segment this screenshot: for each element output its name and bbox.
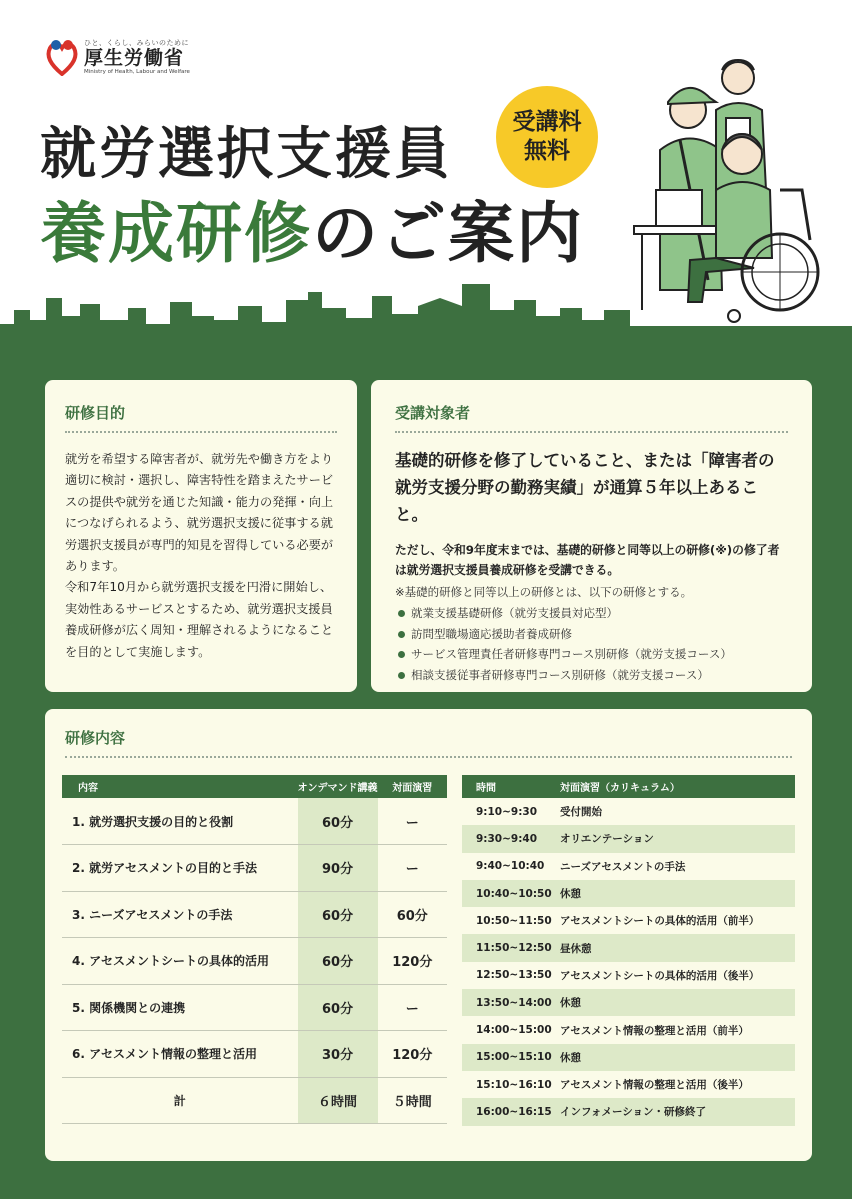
cell-topic: 2. 就労アセスメントの目的と手法 xyxy=(62,845,298,892)
cell-total-label: 計 xyxy=(62,1077,298,1124)
cell-activity: 受付開始 xyxy=(560,806,602,819)
cell-ondemand: 60分 xyxy=(298,938,378,985)
cell-ondemand: 90分 xyxy=(298,845,378,892)
cell-inperson: ー xyxy=(378,798,447,845)
table-row xyxy=(462,825,795,852)
table-row xyxy=(462,1071,795,1098)
ministry-name: 厚生労働省 xyxy=(84,46,185,69)
table-row xyxy=(462,798,795,825)
cell-ondemand: 60分 xyxy=(298,891,378,938)
title-line2 xyxy=(40,180,584,275)
cell-activity: 休憩 xyxy=(560,880,795,907)
table-row xyxy=(62,984,447,1031)
divider xyxy=(65,756,792,758)
cell-inperson: 120分 xyxy=(378,1031,447,1078)
table-row xyxy=(462,1016,795,1043)
cell-inperson: 120分 xyxy=(378,938,447,985)
cell-time: 15:00~15:10 xyxy=(462,1044,560,1071)
table-row xyxy=(62,1031,447,1078)
cell-time: 10:40~10:50 xyxy=(462,880,560,907)
cell-time: 14:00~15:00 xyxy=(476,1024,552,1037)
schedule-table xyxy=(462,775,795,1126)
list-item: 訪問型職場適応援助者養成研修 xyxy=(395,624,788,645)
column-header-ondemand: オンデマンド講義 xyxy=(298,775,378,798)
table-row xyxy=(62,938,447,985)
content-heading: 研修内容 xyxy=(65,729,126,747)
cell-topic: 6. アセスメント情報の整理と活用 xyxy=(62,1031,298,1078)
table-row xyxy=(462,1098,795,1125)
cell-activity: オリエンテーション xyxy=(560,825,795,852)
ministry-name-en: Ministry of Health, Labour and Welfare xyxy=(84,68,190,75)
cell-activity: インフォメーション・研修終了 xyxy=(560,1098,795,1125)
cell-time: 13:50~14:00 xyxy=(462,989,560,1016)
cell-activity: アセスメント情報の整理と活用（後半） xyxy=(560,1079,749,1092)
list-item: サービス管理責任者研修専門コース別研修（就労支援コース） xyxy=(395,644,788,665)
cell-activity: アセスメントシートの具体的活用（前半） xyxy=(560,915,760,928)
cell-topic: 4. アセスメントシートの具体的活用 xyxy=(62,938,298,985)
ministry-logo xyxy=(44,36,190,76)
city-skyline-illustration xyxy=(0,280,852,335)
cell-activity: 休憩 xyxy=(560,989,795,1016)
table-row xyxy=(462,1044,795,1071)
badge-line1: 受講料 xyxy=(512,109,582,135)
equivalent-training-list xyxy=(395,603,788,685)
cell-total-ondemand: ６時間 xyxy=(298,1077,378,1124)
cell-ondemand: 60分 xyxy=(298,984,378,1031)
target-note: ただし、令和9年度末までは、基礎的研修と同等以上の研修(※)の修了者は就労選択支援員養成研修を受講できる。 xyxy=(395,543,780,577)
lecture-table xyxy=(62,775,447,1124)
cell-time: 10:50~11:50 xyxy=(476,914,552,927)
cell-time: 9:40~10:40 xyxy=(476,860,545,873)
cell-ondemand: 60分 xyxy=(298,798,378,845)
table-total-row xyxy=(62,1077,447,1124)
purpose-heading: 研修目的 xyxy=(65,404,126,422)
list-item: 相談支援従事者研修専門コース別研修（就労支援コース） xyxy=(395,665,788,686)
cell-topic: 1. 就労選択支援の目的と役割 xyxy=(62,798,298,845)
cell-topic: 3. ニーズアセスメントの手法 xyxy=(62,891,298,938)
cell-time: 11:50~12:50 xyxy=(462,934,560,961)
cell-activity: アセスメントシートの具体的活用（後半） xyxy=(560,969,760,982)
cell-total-inperson: ５時間 xyxy=(378,1077,447,1124)
badge-line2: 無料 xyxy=(524,138,570,164)
divider xyxy=(395,431,788,433)
cell-inperson: ー xyxy=(378,845,447,892)
free-badge xyxy=(496,86,598,188)
title-rest: のご案内 xyxy=(312,195,584,272)
column-header-curriculum: 対面演習（カリキュラム） xyxy=(560,775,795,798)
table-row xyxy=(62,798,447,845)
ministry-tagline: ひと、くらし、みらいのために xyxy=(84,38,189,47)
table-row xyxy=(462,962,795,989)
cell-activity: 休憩 xyxy=(560,1044,795,1071)
table-row xyxy=(62,891,447,938)
table-row xyxy=(462,934,795,961)
purpose-card xyxy=(45,380,357,692)
title-highlight: 養成研修 xyxy=(40,195,312,272)
cell-activity: 昼休憩 xyxy=(560,934,795,961)
cell-topic: 5. 関係機関との連携 xyxy=(62,984,298,1031)
cell-time: 9:30~9:40 xyxy=(462,825,560,852)
purpose-paragraph: 令和7年10月から就労選択支援を円滑に開始し、実効性あるサービスとするため、就労選択支援員養成研修が広く周知・理解されるようになることを目的として実施します。 xyxy=(65,580,334,659)
cell-time: 9:10~9:30 xyxy=(476,805,538,818)
table-row xyxy=(462,880,795,907)
cell-activity: アセスメント情報の整理と活用（前半） xyxy=(560,1024,749,1037)
divider xyxy=(65,431,337,433)
target-card xyxy=(371,380,812,692)
list-item: 就業支援基礎研修（就労支援員対応型） xyxy=(395,603,788,624)
table-row xyxy=(62,845,447,892)
cell-time: 15:10~16:10 xyxy=(476,1078,552,1091)
table-row xyxy=(462,853,795,880)
header xyxy=(0,0,852,335)
table-row xyxy=(462,907,795,934)
column-header-content: 内容 xyxy=(62,775,298,798)
cell-time: 12:50~13:50 xyxy=(476,969,552,982)
target-heading: 受講対象者 xyxy=(395,404,471,422)
table-row xyxy=(462,989,795,1016)
cell-ondemand: 30分 xyxy=(298,1031,378,1078)
cell-inperson: 60分 xyxy=(378,891,447,938)
cell-activity: ニーズアセスメントの手法 xyxy=(560,860,686,873)
column-header-inperson: 対面演習 xyxy=(378,775,447,798)
ministry-emblem-icon xyxy=(44,36,80,76)
title-line1: 就労選択支援員 xyxy=(40,122,453,187)
column-header-time: 時間 xyxy=(462,775,560,798)
target-main-condition: 基礎的研修を修了していること、または「障害者の就労支援分野の勤務実績」が通算５年以上あること。 xyxy=(395,451,775,524)
cell-inperson: ー xyxy=(378,984,447,1031)
cell-time: 16:00~16:15 xyxy=(462,1098,560,1125)
purpose-paragraph: 就労を希望する障害者が、就労先や働き方をより適切に検討・選択し、障害特性を踏まえたサービスの提供や就労を通じた知識・能力の発揮・向上につなげられるよう、就労選択支援に従事する就労選択支援員が専門的知見を習得している必要があります。 xyxy=(65,452,334,574)
target-sub-note: ※基礎的研修と同等以上の研修とは、以下の研修とする。 xyxy=(395,585,693,599)
